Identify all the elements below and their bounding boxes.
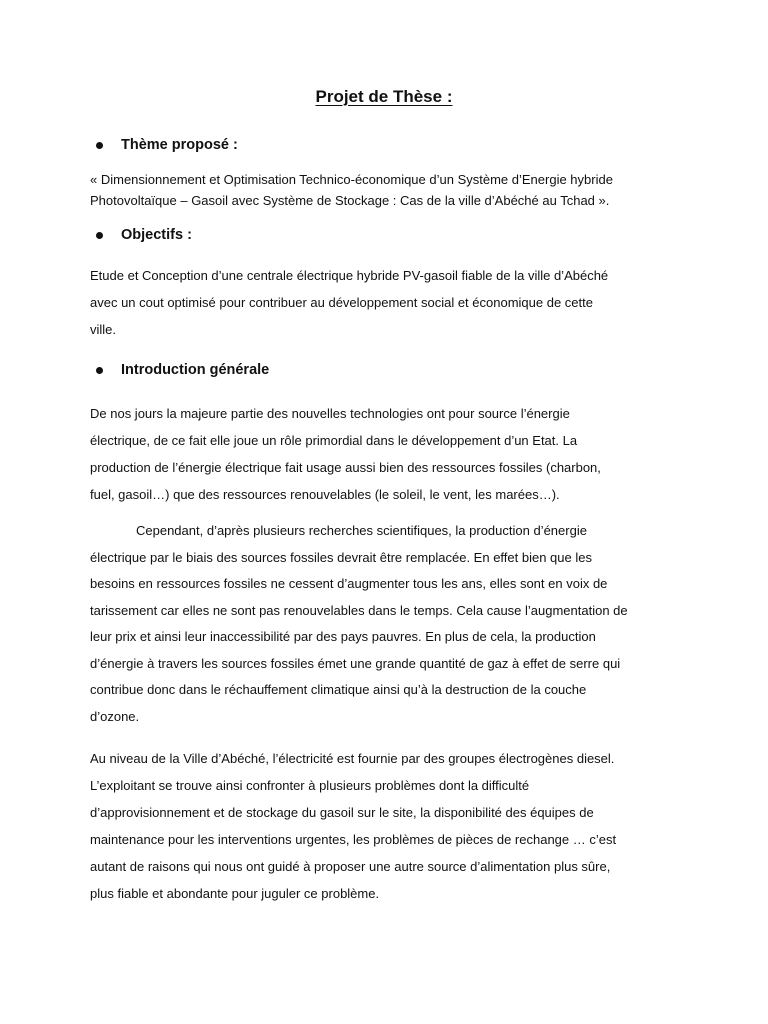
text-line: Cependant, d’après plusieurs recherches scientifiques, la production d’énergie (136, 523, 587, 538)
text-line: Etude et Conception d’une centrale électrique hybride PV-gasoil fiable de la ville d’Abéché (90, 268, 609, 283)
section-heading-objectifs-label: Objectifs : (121, 227, 192, 243)
text-line: tarissement car elles ne sont pas renouvelables dans le temps. Cela cause l’augmentation de (90, 602, 628, 618)
section-heading-introduction (96, 362, 269, 378)
text-line: plus fiable et abondante pour juguler ce problème. (90, 886, 380, 901)
text-line: Au niveau de la Ville d’Abéché, l’électricité est fournie par des groupes électrogènes diesel. (90, 751, 615, 766)
text-line: avec un cout optimisé pour contribuer au développement social et économique de cette (90, 295, 593, 310)
text-line: d’ozone. (90, 708, 140, 724)
objectifs-paragraph (90, 262, 686, 343)
text-line: contribue donc dans le réchauffement climatique ainsi qu’à la destruction de la couche (90, 682, 587, 697)
intro-paragraph-2 (90, 518, 686, 730)
text-line: Photovoltaïque – Gasoil avec Système de Stockage : Cas de la ville d’Abéché au Tchad ». (90, 193, 610, 208)
text-line: « Dimensionnement et Optimisation Technico-économique d’un Système d’Energie hybride (90, 172, 613, 187)
bullet-icon (96, 367, 103, 374)
bullet-icon (96, 232, 103, 239)
text-line: maintenance pour les interventions urgentes, les problèmes de pièces de rechange … c’est (90, 832, 617, 847)
text-line: fuel, gasoil…) que des ressources renouvelables (le soleil, le vent, les marées…). (90, 487, 560, 502)
section-heading-theme (96, 137, 238, 153)
section-heading-objectifs (96, 227, 192, 243)
text-line: d’énergie à travers les sources fossiles émet une grande quantité de gaz à effet de serre qui (90, 655, 621, 671)
text-line: production de l’énergie électrique fait usage aussi bien des ressources fossiles (charbon, (90, 460, 601, 475)
text-line: besoins en ressources fossiles ne cessent d’augmenter tous les ans, elles sont en voix de (90, 576, 608, 591)
section-heading-theme-label: Thème proposé : (121, 137, 238, 153)
bullet-icon (96, 142, 103, 149)
text-line: ville. (90, 322, 117, 337)
text-line: autant de raisons qui nous ont guidé à proposer une autre source d’alimentation plus sûre, (90, 859, 611, 874)
section-heading-introduction-label: Introduction générale (121, 362, 270, 378)
theme-paragraph (90, 169, 686, 211)
text-line: électrique, de ce fait elle joue un rôle primordial dans le développement d’un Etat. La (90, 433, 578, 448)
text-line: électrique par le biais des sources fossiles devrait être remplacée. En effet bien que les (90, 549, 592, 565)
intro-paragraph-1 (90, 400, 686, 508)
intro-paragraph-3 (90, 745, 686, 907)
text-line: L’exploitant se trouve ainsi confronter à plusieurs problèmes dont la difficulté (90, 778, 530, 793)
text-line: leur prix et ainsi leur inaccessibilité par des pays pauvres. En plus de cela, la production (90, 629, 596, 644)
text-line: d’approvisionnement et de stockage du gasoil sur le site, la disponibilité des équipes de (90, 805, 594, 820)
text-line: De nos jours la majeure partie des nouvelles technologies ont pour source l’énergie (90, 406, 570, 421)
document-title: Projet de Thèse : (315, 87, 453, 106)
